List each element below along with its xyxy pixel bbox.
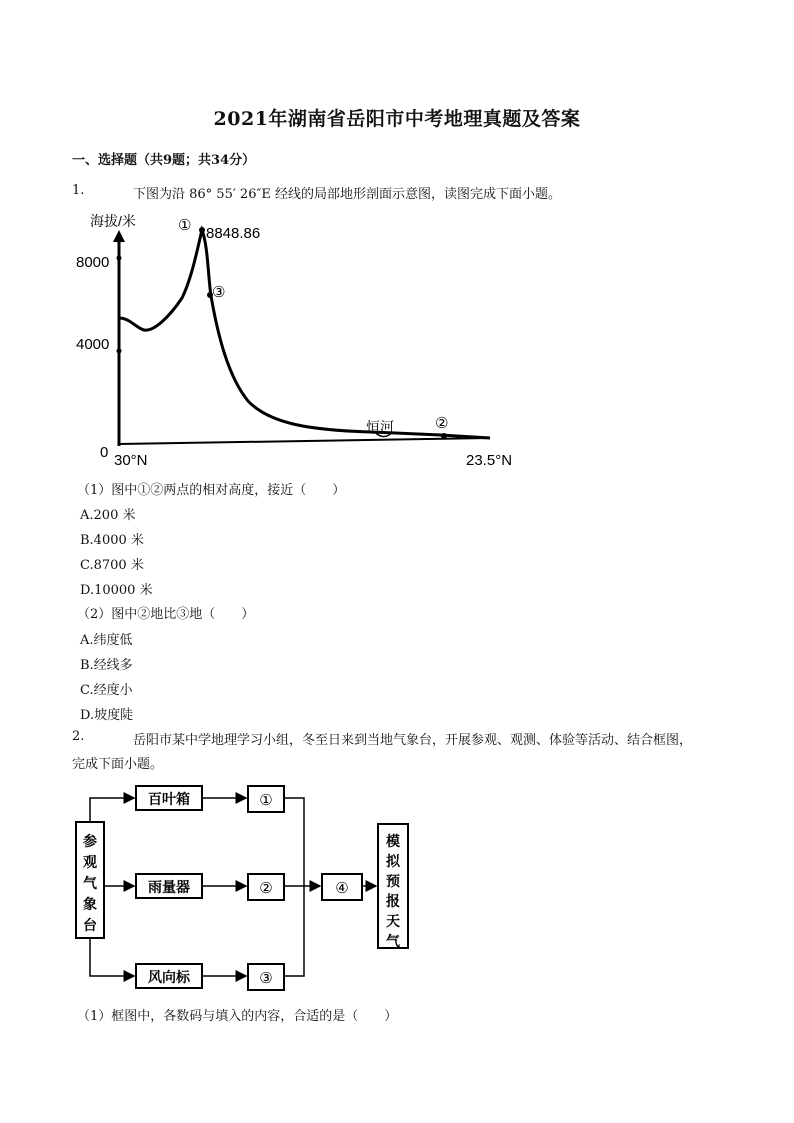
- peak-elevation-label: 8848.86: [206, 225, 261, 242]
- x-axis-right-label: 23.5°N: [466, 452, 513, 469]
- page-title: 2021年湖南省岳阳市中考地理真题及答案: [213, 108, 581, 130]
- blank-box-2-label: ②: [259, 879, 273, 897]
- box-rain-gauge-label: 雨量器: [148, 880, 190, 896]
- x-axis: [119, 438, 490, 444]
- box-wind-vane-label: 风向标: [148, 970, 190, 986]
- ytick-4000: 4000: [76, 336, 110, 353]
- q1-sub1-option-d[interactable]: D.10000 米: [80, 583, 153, 598]
- question-2-stem-line2: 完成下面小题。: [72, 757, 164, 772]
- q2-sub1-stem: （1）框图中，各数码与填入的内容，合适的是（ ）: [77, 1009, 398, 1024]
- question-1-stem: 下图为沿 86° 55′ 26″E 经线的局部地形剖面示意图，读图完成下面小题。: [133, 187, 561, 202]
- ytick-dot-4000: [117, 349, 122, 354]
- q1-sub1-option-a[interactable]: A.200 米: [80, 508, 136, 523]
- blank-box-1-label: ①: [259, 791, 273, 809]
- start-box-label: 参观气象台: [83, 834, 97, 934]
- marker-2-label: ②: [435, 415, 449, 432]
- ytick-dot-8000: [117, 256, 122, 261]
- end-box-label: 模拟预报天气: [386, 834, 400, 950]
- q1-sub2-stem: （2）图中②地比③地（ ）: [77, 607, 255, 622]
- section-heading: 一、选择题（共9题；共34分）: [72, 153, 256, 168]
- question-2-stem-line1: 岳阳市某中学地理学习小组，冬至日来到当地气象台，开展参观、观测、体验等活动、结合框图，: [133, 733, 693, 748]
- river-label: 恒河: [366, 419, 394, 435]
- q1-sub2-option-a[interactable]: A.纬度低: [80, 633, 133, 648]
- point-2-dot: [441, 433, 447, 439]
- blank-box-3-label: ③: [259, 969, 273, 987]
- blank-box-4-label: ④: [335, 879, 349, 897]
- q1-sub1-option-c[interactable]: C.8700 米: [80, 558, 144, 573]
- question-2-number: 2.: [72, 729, 85, 744]
- marker-1-label: ①: [178, 217, 192, 234]
- q1-sub1-option-b[interactable]: B.4000 米: [80, 533, 144, 548]
- y-axis-arrow: [113, 230, 125, 242]
- point-1-dot: [199, 227, 205, 233]
- terrain-profile-line: [119, 230, 490, 438]
- ytick-8000: 8000: [76, 254, 110, 271]
- y-axis-label: 海拔/米: [90, 213, 136, 229]
- box-stevenson-screen-label: 百叶箱: [148, 792, 190, 808]
- ytick-0: 0: [100, 444, 109, 461]
- question-1-number: 1.: [72, 183, 85, 198]
- terrain-profile-figure: [70, 206, 530, 472]
- x-axis-left-label: 30°N: [114, 452, 148, 469]
- q1-sub2-option-b[interactable]: B.经线多: [80, 658, 133, 673]
- q1-sub1-stem: （1）图中①②两点的相对高度，接近（ ）: [77, 483, 346, 498]
- weather-station-flowchart: [70, 780, 420, 1002]
- marker-3-label: ③: [212, 284, 226, 301]
- q1-sub2-option-d[interactable]: D.坡度陡: [80, 708, 134, 723]
- q1-sub2-option-c[interactable]: C.经度小: [80, 683, 133, 698]
